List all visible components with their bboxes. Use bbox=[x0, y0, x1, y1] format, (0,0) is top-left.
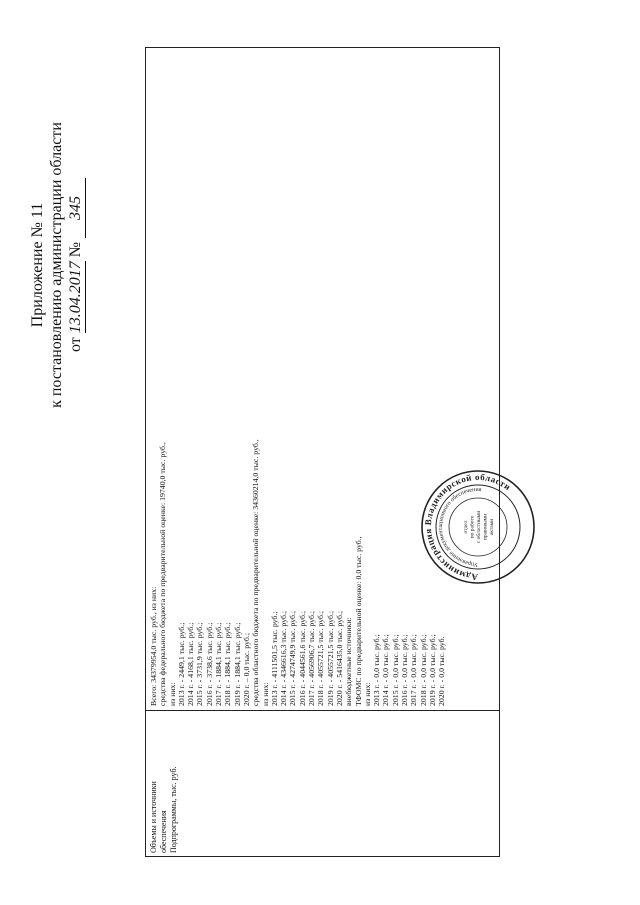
funding-line: средства областного бюджета по предварительной оценке: 34360214,0 тыс. руб., bbox=[251, 439, 261, 706]
decree-date: 13.04.2017 bbox=[67, 261, 84, 334]
stamp-center-line: актами bbox=[488, 518, 495, 536]
funding-line: Всего: 34379954,0 тыс. руб., из них: bbox=[149, 586, 158, 706]
funding-line: 2018 г. - 4055721,5 тыс. руб.; bbox=[316, 610, 326, 706]
funding-line: 2013 г. - 4111501,5 тыс. руб.; bbox=[269, 611, 279, 706]
funding-line: из них: bbox=[167, 682, 177, 706]
number-prefix: № bbox=[67, 241, 84, 258]
stamp-inner-text: Управление документационного обеспечения bbox=[437, 486, 482, 568]
left-cell-line: Подпрограммы, тыс. руб. bbox=[169, 766, 178, 853]
funding-line: 2014 г. - 4168,1 тыс. руб.; bbox=[186, 622, 196, 706]
appendix-title: Приложение № 11 bbox=[29, 202, 46, 328]
funding-line: 2014 г. - 4346616,3 тыс. руб.; bbox=[279, 610, 289, 706]
funding-line: 2020 г. – 0,0 тыс. руб.; bbox=[241, 633, 251, 706]
stamp-center-line: правовыми bbox=[482, 513, 489, 541]
funding-line: 2015 г. - 4274749,9 тыс. руб.; bbox=[288, 610, 298, 706]
funding-line: 2017 г. - 4056906,7 тыс. руб.; bbox=[307, 610, 317, 706]
funding-line: 2017 г. - 0,0 тыс. руб.; bbox=[409, 634, 419, 706]
funding-line: средства федерального бюджета по предварительной оценке: 19740,0 тыс. руб., bbox=[158, 442, 168, 706]
date-prefix: от bbox=[67, 337, 84, 353]
funding-line: 2016 г. - 4044561,6 тыс. руб.; bbox=[297, 610, 307, 706]
stamp-center-line: по работе bbox=[469, 515, 476, 539]
funding-line: из них: bbox=[260, 682, 270, 706]
funding-line: 2019 г. - 4055721,5 тыс. руб.; bbox=[325, 610, 335, 706]
funding-line: 2016 г. - 0,0 тыс. руб.; bbox=[400, 634, 410, 706]
funding-line: 2018 г. - 0,0 тыс. руб.; bbox=[418, 634, 428, 706]
table-right-cell bbox=[149, 56, 447, 706]
funding-line: из них: bbox=[362, 682, 372, 706]
funding-line: 2015 г. - 3731,9 тыс. руб.; bbox=[195, 622, 205, 706]
funding-line: 2020 г. - 0,0 тыс. руб. bbox=[437, 636, 447, 706]
funding-line: 2017 г. - 1884,1 тыс. руб.; bbox=[214, 622, 224, 706]
appendix-header bbox=[28, 65, 86, 465]
funding-line: 2020 г. - 5416435,0 тыс. руб.; bbox=[334, 610, 344, 706]
funding-line: 2013 г. - 2449,1 тыс. руб.; bbox=[176, 622, 186, 706]
left-cell-line: обеспечения bbox=[159, 810, 168, 853]
table-left-cell bbox=[149, 715, 179, 853]
column-divider bbox=[146, 710, 499, 711]
funding-line: 2019 г. - 1884,1 тыс. руб.; bbox=[232, 622, 242, 706]
appendix-subtitle: к постановлению администрации области bbox=[48, 122, 65, 408]
stamp-center-line: с областными bbox=[476, 510, 482, 544]
funding-line: ТФОМС по предварительной оценке: 0,0 тыс. руб., bbox=[353, 536, 363, 706]
decree-number: 345 bbox=[66, 178, 86, 238]
stamp-seal-icon bbox=[420, 469, 536, 585]
stamp-center-line: отдел bbox=[463, 520, 470, 534]
stamp-outer-text: Администрация Владимирской области bbox=[422, 471, 513, 583]
funding-line: 2014 г. - 0,0 тыс. руб.; bbox=[381, 634, 391, 706]
funding-line: 2015 г. - 0,0 тыс. руб.; bbox=[390, 634, 400, 706]
left-cell-line: Объемы и источники bbox=[149, 781, 158, 853]
funding-table bbox=[145, 47, 500, 857]
funding-line: 2016 г. - 3738,6 тыс. руб.; bbox=[204, 622, 214, 706]
funding-line: 2019 г. - 0,0 тыс. руб.; bbox=[427, 634, 437, 706]
funding-line: 2018 г. - 1884,1 тыс. руб.; bbox=[223, 622, 233, 706]
funding-line: внебюджетные источники: bbox=[344, 617, 354, 706]
funding-line: 2013 г. - 0,0 тыс. руб.; bbox=[372, 634, 382, 706]
appendix-date-line bbox=[66, 65, 86, 465]
official-stamp bbox=[420, 469, 536, 585]
